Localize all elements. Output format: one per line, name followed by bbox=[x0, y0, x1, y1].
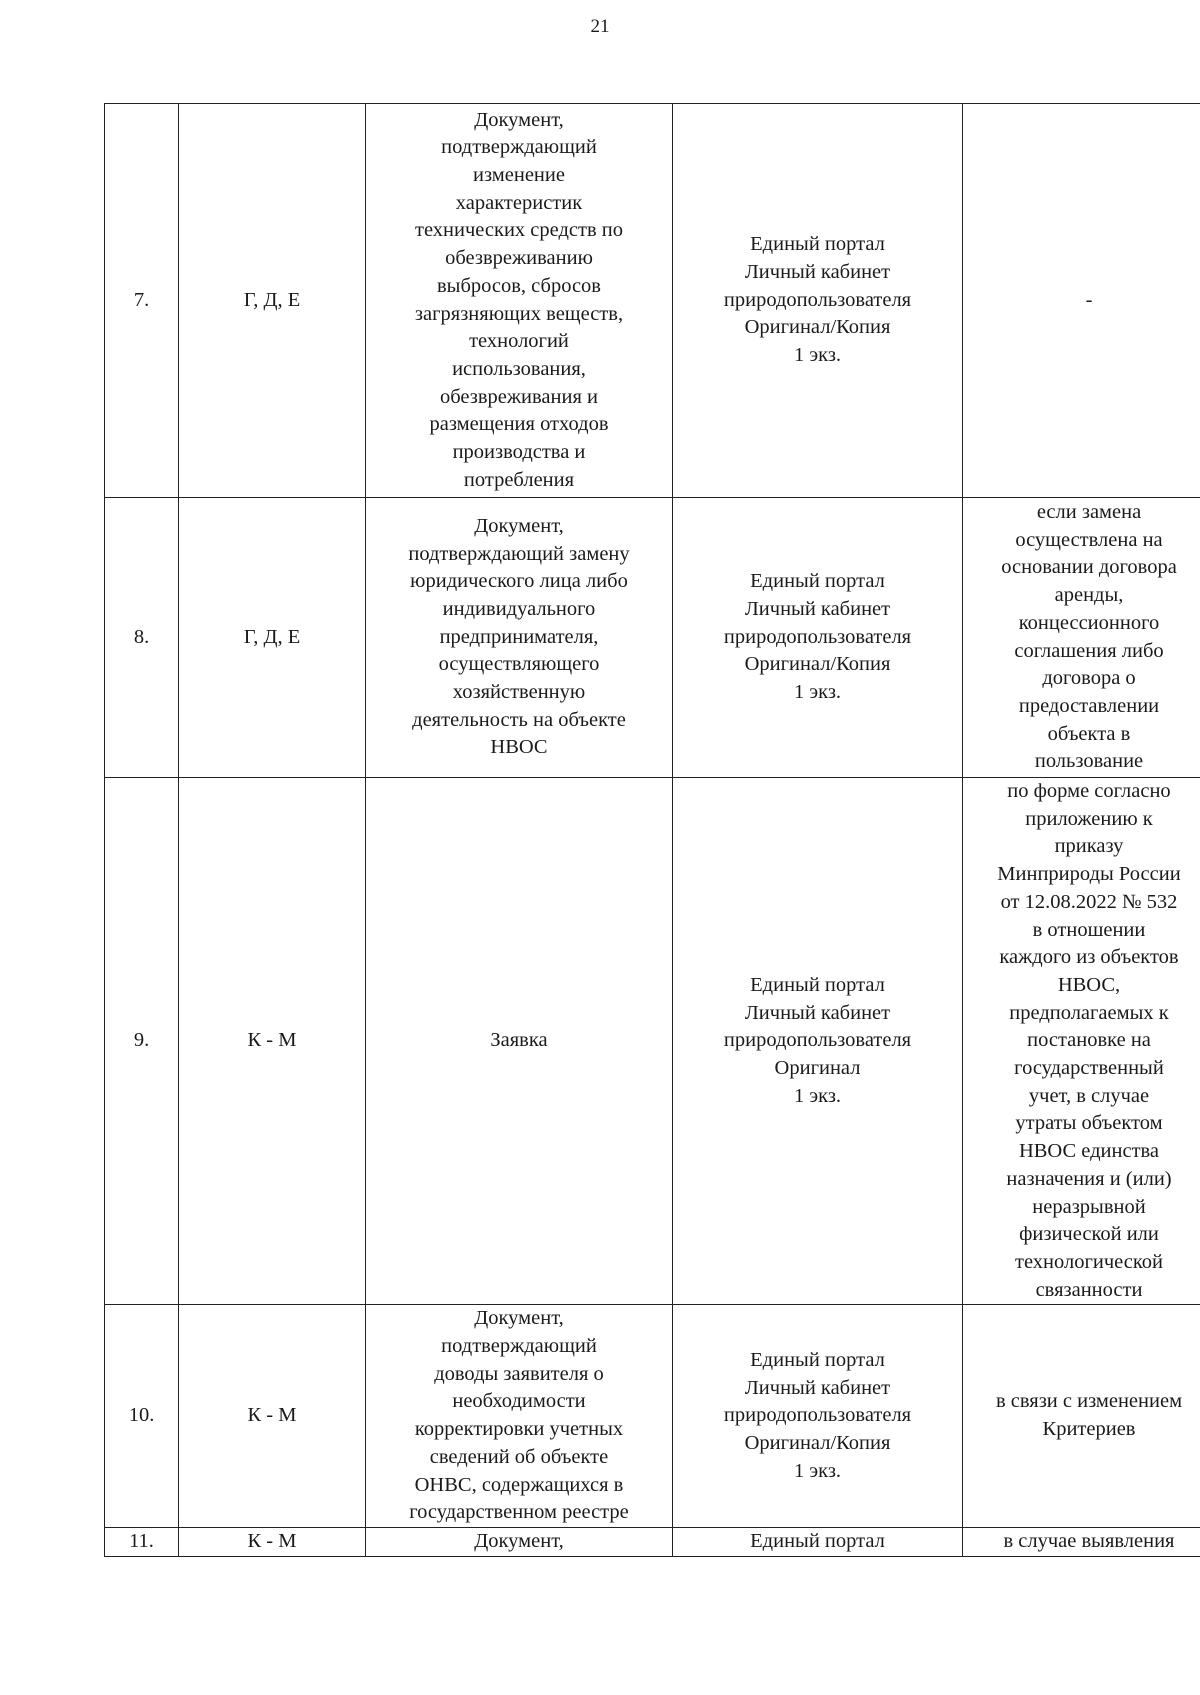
row-category: К - М bbox=[179, 778, 366, 1305]
table-row bbox=[105, 778, 1200, 1305]
row-document: Заявка bbox=[366, 778, 673, 1305]
page-number: 21 bbox=[590, 16, 610, 37]
row-submission-method: Единый портал Личный кабинет природопользователя Оригинал 1 экз. bbox=[673, 778, 963, 1305]
row-submission-method: Единый портал Личный кабинет природопользователя Оригинал/Копия 1 экз. bbox=[673, 1305, 963, 1528]
row-note: в связи с изменением Критериев bbox=[963, 1305, 1200, 1528]
row-category: Г, Д, Е bbox=[179, 104, 366, 498]
row-number: 7. bbox=[105, 104, 179, 498]
row-category: К - М bbox=[179, 1527, 366, 1556]
row-note: в случае выявления bbox=[963, 1527, 1200, 1556]
row-note: если замена осуществлена на основании договора аренды, концессионного соглашения либо договора о предоставлении объекта в пользование bbox=[963, 498, 1200, 778]
row-number: 11. bbox=[105, 1527, 179, 1556]
row-number: 10. bbox=[105, 1305, 179, 1528]
row-category: Г, Д, Е bbox=[179, 498, 366, 778]
row-document: Документ, bbox=[366, 1527, 673, 1556]
row-number: 9. bbox=[105, 778, 179, 1305]
table-row bbox=[105, 104, 1200, 498]
row-category: К - М bbox=[179, 1305, 366, 1528]
row-submission-method: Единый портал Личный кабинет природопользователя Оригинал/Копия 1 экз. bbox=[673, 498, 963, 778]
table-row bbox=[105, 498, 1200, 778]
row-number: 8. bbox=[105, 498, 179, 778]
documents-table bbox=[104, 103, 1200, 1557]
row-submission-method: Единый портал Личный кабинет природопользователя Оригинал/Копия 1 экз. bbox=[673, 104, 963, 498]
row-note: - bbox=[963, 104, 1200, 498]
row-document: Документ, подтверждающий замену юридического лица либо индивидуального предпринимателя, осуществляющего хозяйственную деятельность на объекте НВОС bbox=[366, 498, 673, 778]
row-submission-method: Единый портал bbox=[673, 1527, 963, 1556]
row-note: по форме согласно приложению к приказу Минприроды России от 12.08.2022 № 532 в отношении каждого из объектов НВОС, предполагаемых к постановке на государственный учет, в случае утраты объектом НВОС единства назначения и (или) неразрывной физической или технологической связанности bbox=[963, 778, 1200, 1305]
table-row bbox=[105, 1305, 1200, 1528]
row-document: Документ, подтверждающий изменение характеристик технических средств по обезвреживанию выбросов, сбросов загрязняющих веществ, технологий использования, обезвреживания и размещения отходов производства и потребления bbox=[366, 104, 673, 498]
row-document: Документ, подтверждающий доводы заявителя о необходимости корректировки учетных сведений об объекте ОНВС, содержащихся в государственном реестре bbox=[366, 1305, 673, 1528]
table-row bbox=[105, 1527, 1200, 1556]
